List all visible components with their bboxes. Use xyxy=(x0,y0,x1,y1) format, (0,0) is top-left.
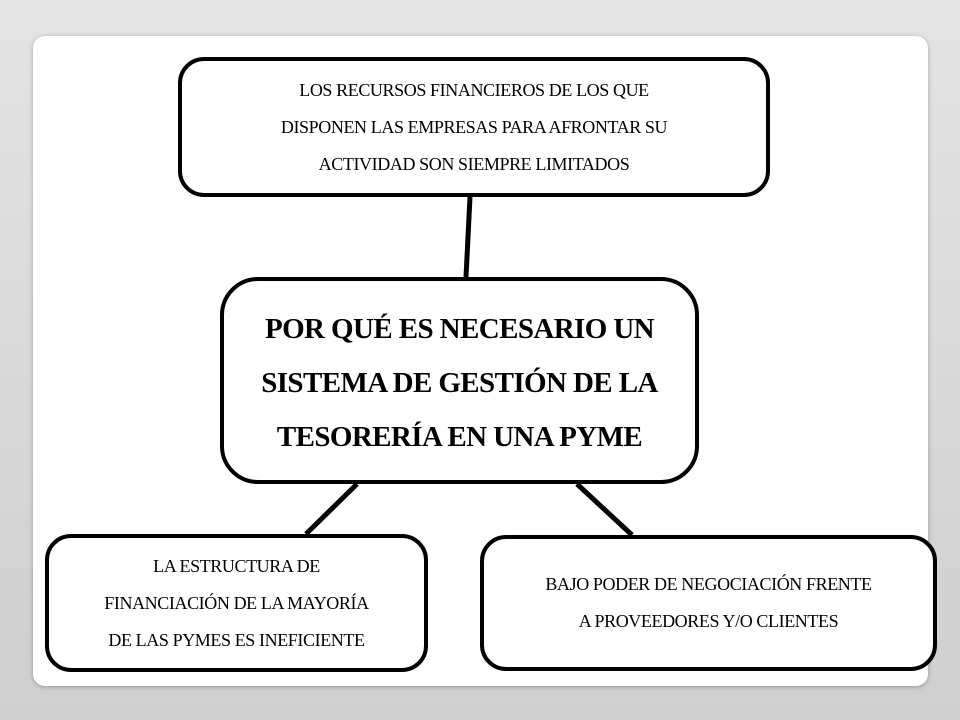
node-poder-negociacion xyxy=(480,535,937,671)
node-text-line: DE LAS PYMES ES INEFICIENTE xyxy=(108,629,365,650)
node-text-line: FINANCIACIÓN DE LA MAYORÍA xyxy=(104,592,369,613)
central-text-line: SISTEMA DE GESTIÓN DE LA xyxy=(261,366,658,399)
node-text-line: LOS RECURSOS FINANCIEROS DE LOS QUE xyxy=(299,79,649,100)
node-estructura-financiacion xyxy=(45,534,428,672)
node-text-line: DISPONEN LAS EMPRESAS PARA AFRONTAR SU xyxy=(280,116,668,137)
node-text-line: ACTIVIDAD SON SIEMPRE LIMITADOS xyxy=(318,153,630,174)
node-negociacion-text xyxy=(535,566,881,640)
central-text-line: POR QUÉ ES NECESARIO UN xyxy=(264,312,655,345)
node-estructura-text xyxy=(96,548,376,659)
node-text-line: BAJO PODER DE NEGOCIACIÓN FRENTE xyxy=(545,574,872,594)
node-recursos-text xyxy=(257,72,691,183)
node-central-question xyxy=(220,277,699,484)
central-question-text xyxy=(243,298,676,464)
node-text-line: LA ESTRUCTURA DE xyxy=(153,555,320,576)
node-text-line: A PROVEEDORES Y/O CLIENTES xyxy=(578,611,839,631)
central-text-line: TESORERÍA EN UNA PYME xyxy=(276,420,643,453)
node-recursos-limitados xyxy=(178,57,770,197)
